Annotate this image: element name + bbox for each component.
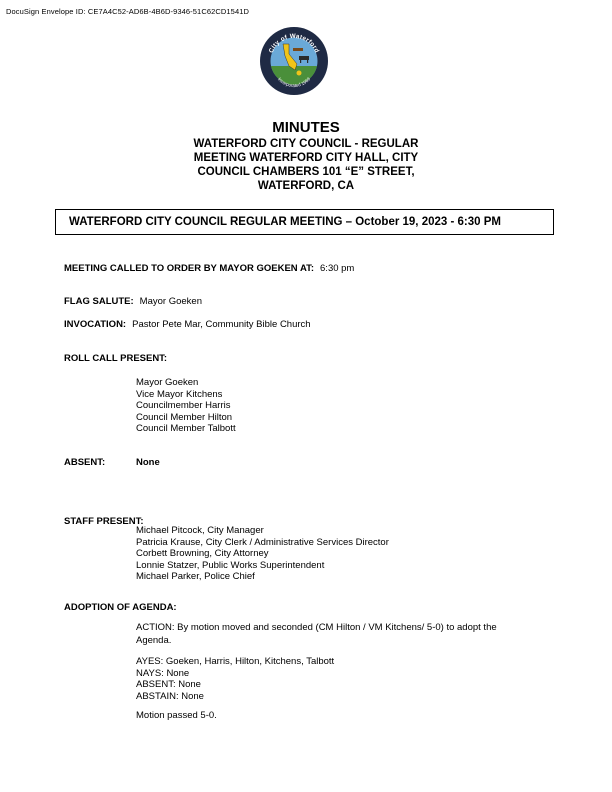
- list-item: Council Member Hilton: [136, 411, 233, 423]
- call-to-order-line: [64, 263, 354, 274]
- city-seal-logo: [259, 26, 329, 96]
- vote-line: AYES: Goeken, Harris, Hilton, Kitchens, Talbott: [136, 656, 335, 667]
- staff-label: STAFF PRESENT:: [64, 516, 144, 527]
- call-to-order-time: 6:30 pm: [320, 263, 355, 274]
- flag-salute-value: Mayor Goeken: [139, 296, 202, 307]
- subtitle-line: WATERFORD, CA: [257, 180, 355, 192]
- docusign-envelope-id: DocuSign Envelope ID: CE7A4C52-AD6B-4B6D-9346-51C62CD1541D: [6, 7, 250, 16]
- absent-label: ABSENT:: [64, 457, 106, 468]
- roll-call-heading: [64, 353, 173, 364]
- subtitle-line: WATERFORD CITY COUNCIL - REGULAR: [193, 138, 419, 150]
- subtitle-line: COUNCIL CHAMBERS 101 “E” STREET,: [197, 166, 415, 178]
- list-item: Councilmember Harris: [136, 400, 231, 412]
- list-item: Michael Parker, Police Chief: [136, 571, 255, 583]
- invocation-value: Pastor Pete Mar, Community Bible Church: [132, 319, 311, 330]
- page-title: MINUTES: [272, 119, 340, 136]
- seal-top-text: City of Waterford: [267, 32, 321, 55]
- list-item: Patricia Krause, City Clerk / Administrative Services Director: [136, 536, 389, 548]
- subtitle-line: MEETING WATERFORD CITY HALL, CITY: [193, 152, 419, 164]
- absent-value: None: [136, 457, 160, 468]
- vote-line: ABSENT: None: [136, 679, 201, 691]
- flag-salute-label: FLAG SALUTE:: [64, 296, 134, 307]
- staff-list: [136, 525, 389, 583]
- list-item: Lonnie Statzer, Public Works Superintendent: [136, 559, 325, 571]
- action-text: ACTION: By motion moved and seconded (CM Hilton / VM Kitchens/ 5-0) to adopt the Agenda.: [136, 622, 497, 646]
- invocation-line: [64, 319, 311, 330]
- roll-call-list: [136, 377, 236, 435]
- adoption-label: ADOPTION OF AGENDA:: [64, 602, 177, 613]
- motion-result: Motion passed 5-0.: [136, 710, 217, 722]
- list-item: Mayor Goeken: [136, 377, 199, 388]
- call-to-order-label: MEETING CALLED TO ORDER BY MAYOR GOEKEN AT:: [64, 263, 315, 274]
- flag-salute-line: [64, 296, 202, 307]
- absent-line: [64, 457, 111, 468]
- invocation-label: INVOCATION:: [64, 319, 127, 330]
- adoption-details: [136, 622, 526, 723]
- list-item: Vice Mayor Kitchens: [136, 388, 223, 400]
- vote-line: ABSTAIN: None: [136, 690, 204, 702]
- list-item: Corbett Browning, City Attorney: [136, 548, 269, 560]
- seal-bottom-text: Incorporated 1969: [276, 76, 312, 89]
- roll-call-label: ROLL CALL PRESENT:: [64, 353, 168, 364]
- adoption-heading: [64, 602, 183, 613]
- list-item: Michael Pitcock, City Manager: [136, 525, 264, 536]
- list-item: Council Member Talbott: [136, 423, 236, 435]
- vote-line: NAYS: None: [136, 667, 190, 679]
- meeting-banner: WATERFORD CITY COUNCIL REGULAR MEETING – October 19, 2023 - 6:30 PM: [55, 209, 554, 235]
